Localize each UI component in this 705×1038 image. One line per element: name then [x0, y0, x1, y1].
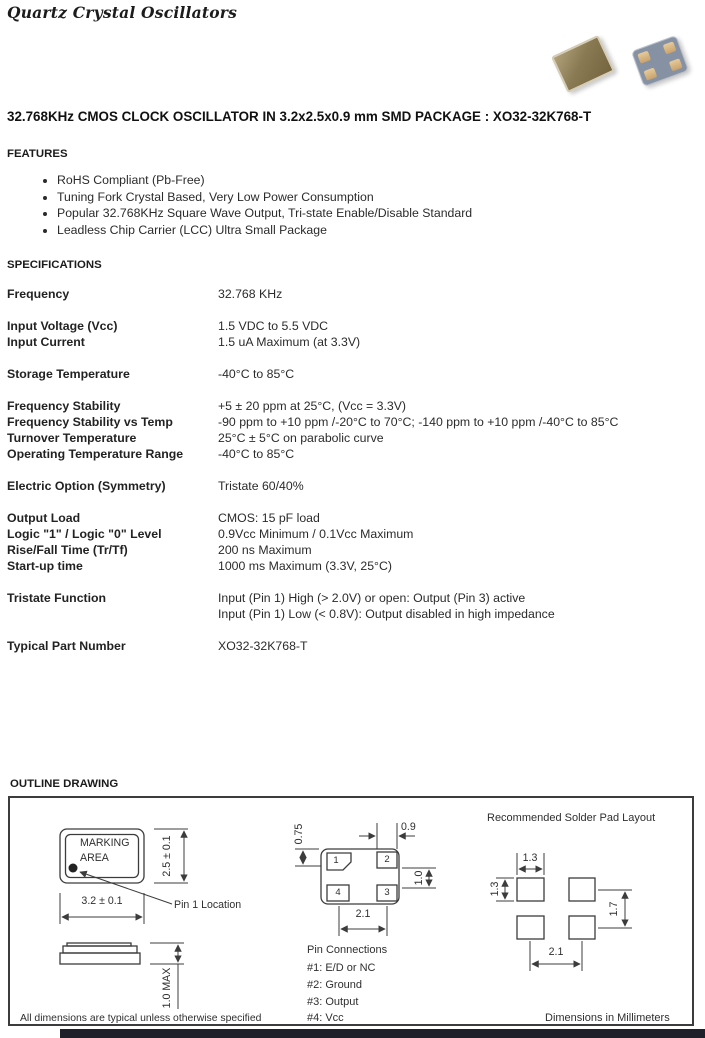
- side-height-label: 1.0 MAX: [161, 967, 173, 1009]
- spec-row: [7, 318, 699, 334]
- solder-dim-21-label: 2.1: [548, 946, 564, 958]
- photo-pad-icon: [663, 41, 677, 54]
- spec-row: [7, 414, 699, 430]
- spec-value: CMOS: 15 pF load: [218, 511, 320, 525]
- spec-row: [7, 638, 699, 654]
- spec-value: 0.9Vcc Minimum / 0.1Vcc Maximum: [218, 527, 414, 541]
- spec-row: [7, 558, 699, 574]
- spec-row: [7, 398, 699, 414]
- spec-row: [7, 286, 699, 302]
- dim-width-label: 3.2 ± 0.1: [81, 895, 123, 907]
- dim-21-label: 2.1: [355, 908, 371, 920]
- pin-connection-item: #1: E/D or NC: [307, 962, 376, 974]
- spec-row: [7, 430, 699, 446]
- solder-dim-17-label: 1.7: [608, 901, 620, 917]
- spec-value: -40°C to 85°C: [218, 367, 295, 381]
- spec-group: [7, 478, 699, 494]
- features-heading: FEATURES: [7, 148, 68, 160]
- feature-item: • RoHS Compliant (Pb-Free): [57, 172, 472, 189]
- spec-label: Frequency: [7, 287, 70, 301]
- pad-2-label: 2: [384, 854, 390, 865]
- spec-label: Frequency Stability: [7, 399, 121, 413]
- spec-label: [7, 606, 218, 622]
- spec-value: XO32-32K768-T: [218, 639, 308, 653]
- features-list: [40, 172, 472, 238]
- pin-connection-item: #3: Output: [307, 996, 359, 1008]
- spec-row: [7, 590, 699, 606]
- specifications-heading: SPECIFICATIONS: [7, 259, 102, 271]
- spec-group: [7, 510, 699, 574]
- pin1-location-label: Pin 1 Location: [174, 899, 242, 911]
- spec-label: Rise/Fall Time (Tr/Tf): [7, 543, 128, 557]
- spec-value: 1000 ms Maximum (3.3V, 25°C): [218, 559, 392, 573]
- marking-area-label-line1: MARKING: [80, 837, 130, 849]
- footer-bar: [60, 1029, 705, 1038]
- pin-connection-item: #4: Vcc: [307, 1012, 344, 1024]
- spec-label: Tristate Function: [7, 591, 107, 605]
- pin-connection-item: #2: Ground: [307, 979, 363, 991]
- oscillator-package-photo-bottom: [631, 35, 689, 87]
- spec-row: [7, 446, 699, 462]
- pad-3-label: 3: [384, 887, 390, 898]
- spec-label: Operating Temperature Range: [7, 447, 184, 461]
- side-view-linework: [60, 943, 140, 964]
- spec-group: [7, 286, 699, 302]
- spec-value: 1.5 uA Maximum (at 3.3V): [218, 335, 361, 349]
- spec-group: [7, 638, 699, 654]
- spec-group: [7, 318, 699, 350]
- feature-item: • Popular 32.768KHz Square Wave Output, Tri-state Enable/Disable Standard: [57, 205, 472, 222]
- pad-4-label: 4: [335, 887, 341, 898]
- spec-value: -40°C to 85°C: [218, 447, 295, 461]
- spec-label: Output Load: [7, 511, 81, 525]
- pad-1-label: 1: [333, 855, 339, 866]
- photo-pad-icon: [637, 51, 651, 64]
- spec-row: [7, 478, 699, 494]
- spec-label: Input Voltage (Vcc): [7, 319, 118, 333]
- dimensions-note-right: Dimensions in Millimeters: [545, 1012, 670, 1024]
- solder-pad-title: Recommended Solder Pad Layout: [487, 812, 656, 824]
- solder-pad-linework: [517, 878, 595, 939]
- oscillator-package-photo-top: [551, 35, 615, 93]
- document-title: 32.768KHz CMOS CLOCK OSCILLATOR IN 3.2x2.5x0.9 mm SMD PACKAGE : XO32-32K768-T: [7, 109, 592, 124]
- spec-value: Tristate 60/40%: [218, 479, 304, 493]
- pin-connections-title: Pin Connections: [307, 944, 388, 956]
- outline-drawing-heading: OUTLINE DRAWING: [10, 778, 119, 790]
- dim-height-label: 2.5 ± 0.1: [161, 835, 173, 877]
- photo-pad-icon: [644, 67, 658, 80]
- marking-area-label-line2: AREA: [80, 852, 109, 864]
- spec-group: [7, 366, 699, 382]
- spec-row: [7, 334, 699, 350]
- spec-row: [7, 526, 699, 542]
- spec-label: Logic "1" / Logic "0" Level: [7, 527, 162, 541]
- spec-label: Input Current: [7, 335, 85, 349]
- spec-value: -90 ppm to +10 ppm /-20°C to 70°C; -140 ppm to +10 ppm /-40°C to 85°C: [218, 415, 619, 429]
- spec-label: Start-up time: [7, 559, 83, 573]
- spec-group: [7, 590, 699, 622]
- spec-value: 1.5 VDC to 5.5 VDC: [218, 319, 329, 333]
- outline-drawing-box: [8, 796, 694, 1026]
- spec-label: Storage Temperature: [7, 367, 130, 381]
- spec-value: Input (Pin 1) Low (< 0.8V): Output disabled in high impedance: [218, 607, 555, 621]
- specifications-table: [7, 286, 699, 670]
- dim-075-label: 0.75: [293, 823, 305, 845]
- dim-09-label: 0.9: [401, 821, 416, 833]
- spec-row: [7, 542, 699, 558]
- spec-label: Typical Part Number: [7, 639, 126, 653]
- spec-row: [7, 366, 699, 382]
- dim-10-label: 1.0: [413, 870, 425, 886]
- spec-value: 32.768 KHz: [218, 287, 283, 301]
- page-title: Quartz Crystal Oscillators: [7, 3, 238, 22]
- spec-value: +5 ± 20 ppm at 25°C, (Vcc = 3.3V): [218, 399, 407, 413]
- solder-dim-13-left-label: 1.3: [489, 881, 501, 897]
- spec-row: [7, 606, 699, 622]
- spec-value: 200 ns Maximum: [218, 543, 312, 557]
- solder-dim-13-top-label: 1.3: [522, 852, 538, 864]
- spec-value: Input (Pin 1) High (> 2.0V) or open: Output (Pin 3) active: [218, 591, 526, 605]
- photo-pad-icon: [669, 58, 683, 71]
- spec-label: Turnover Temperature: [7, 431, 137, 445]
- feature-item: • Leadless Chip Carrier (LCC) Ultra Small Package: [57, 222, 472, 239]
- feature-item: • Tuning Fork Crystal Based, Very Low Power Consumption: [57, 189, 472, 206]
- spec-group: [7, 398, 699, 462]
- dimensions-note-left: All dimensions are typical unless otherwise specified: [20, 1013, 262, 1024]
- spec-label: Electric Option (Symmetry): [7, 479, 166, 493]
- spec-row: [7, 510, 699, 526]
- spec-label: Frequency Stability vs Temp: [7, 415, 173, 429]
- spec-value: 25°C ± 5°C on parabolic curve: [218, 431, 384, 445]
